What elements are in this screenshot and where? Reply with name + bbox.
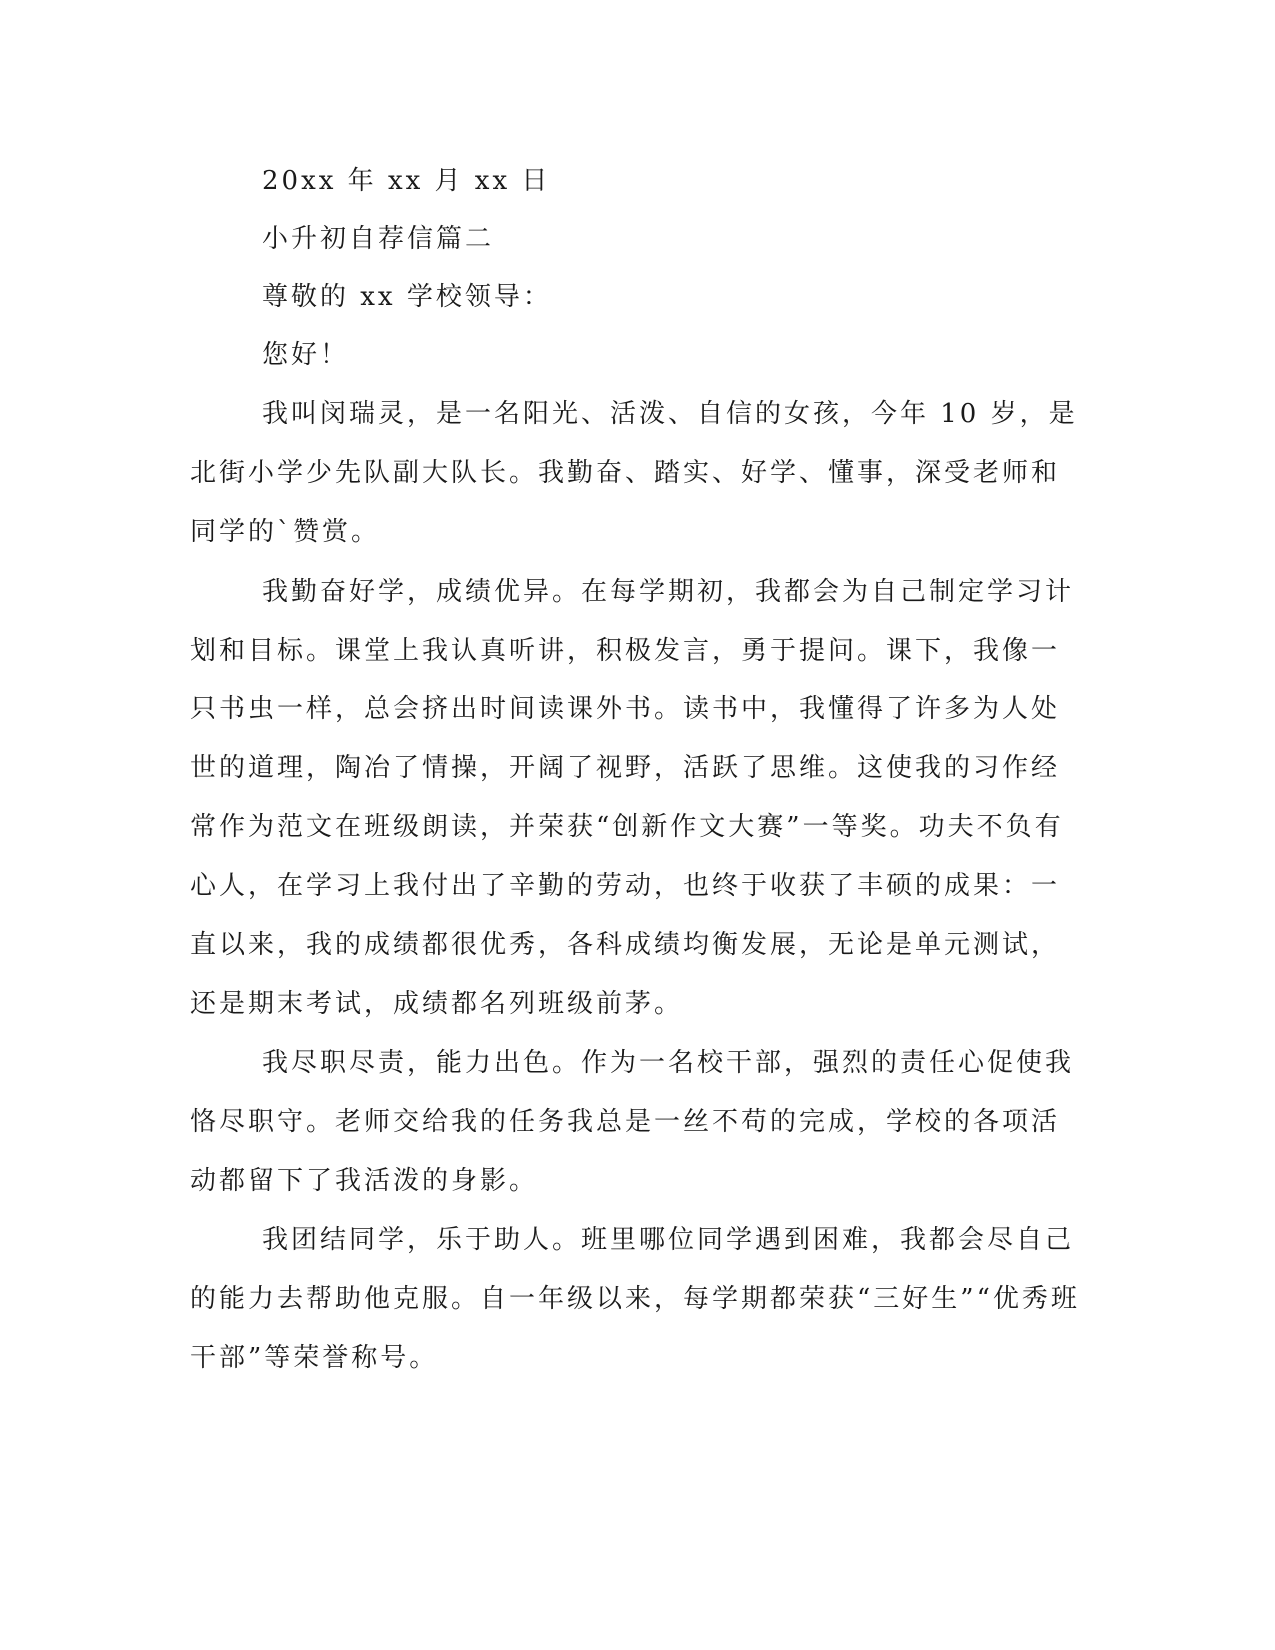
paragraph-line: 动都留下了我活泼的身影。 xyxy=(190,1166,539,1196)
paragraph-line: 划和目标。课堂上我认真听讲，积极发言，勇于提问。课下，我像一 xyxy=(190,636,1061,666)
letter-subtitle: 小升初自荐信篇二 xyxy=(262,224,495,254)
paragraph-line: 我叫闵瑞灵，是一名阳光、活泼、自信的女孩，今年 10 岁，是 xyxy=(262,399,1078,429)
paragraph-line: 心人，在学习上我付出了辛勤的劳动，也终于收获了丰硕的成果：一 xyxy=(190,871,1061,901)
paragraph-line: 同学的`赞赏。 xyxy=(190,517,381,547)
paragraph-line: 常作为范文在班级朗读，并荣获“创新作文大赛”一等奖。功夫不负有 xyxy=(190,812,1064,842)
paragraph-line: 直以来，我的成绩都很优秀，各科成绩均衡发展，无论是单元测试， xyxy=(190,930,1061,960)
paragraph-line: 世的道理，陶冶了情操，开阔了视野，活跃了思维。这使我的习作经 xyxy=(190,753,1061,783)
paragraph-line: 北街小学少先队副大队长。我勤奋、踏实、好学、懂事，深受老师和 xyxy=(190,458,1061,488)
letter-salutation: 尊敬的 xx 学校领导： xyxy=(262,282,552,312)
letter-greeting: 您好！ xyxy=(262,340,350,370)
paragraph-line: 我团结同学，乐于助人。班里哪位同学遇到困难，我都会尽自己 xyxy=(262,1225,1075,1255)
paragraph-line: 我勤奋好学，成绩优异。在每学期初，我都会为自己制定学习计 xyxy=(262,577,1075,607)
letter-date: 20xx 年 xx 月 xx 日 xyxy=(262,166,551,196)
paragraph-line: 干部”等荣誉称号。 xyxy=(190,1343,439,1373)
paragraph-line: 恪尽职守。老师交给我的任务我总是一丝不苟的完成，学校的各项活 xyxy=(190,1107,1061,1137)
paragraph-line: 还是期末考试，成绩都名列班级前茅。 xyxy=(190,989,684,1019)
paragraph-line: 只书虫一样，总会挤出时间读课外书。读书中，我懂得了许多为人处 xyxy=(190,694,1061,724)
paragraph-line: 我尽职尽责，能力出色。作为一名校干部，强烈的责任心促使我 xyxy=(262,1048,1075,1078)
paragraph-line: 的能力去帮助他克服。自一年级以来，每学期都荣获“三好生”“优秀班 xyxy=(190,1284,1080,1314)
